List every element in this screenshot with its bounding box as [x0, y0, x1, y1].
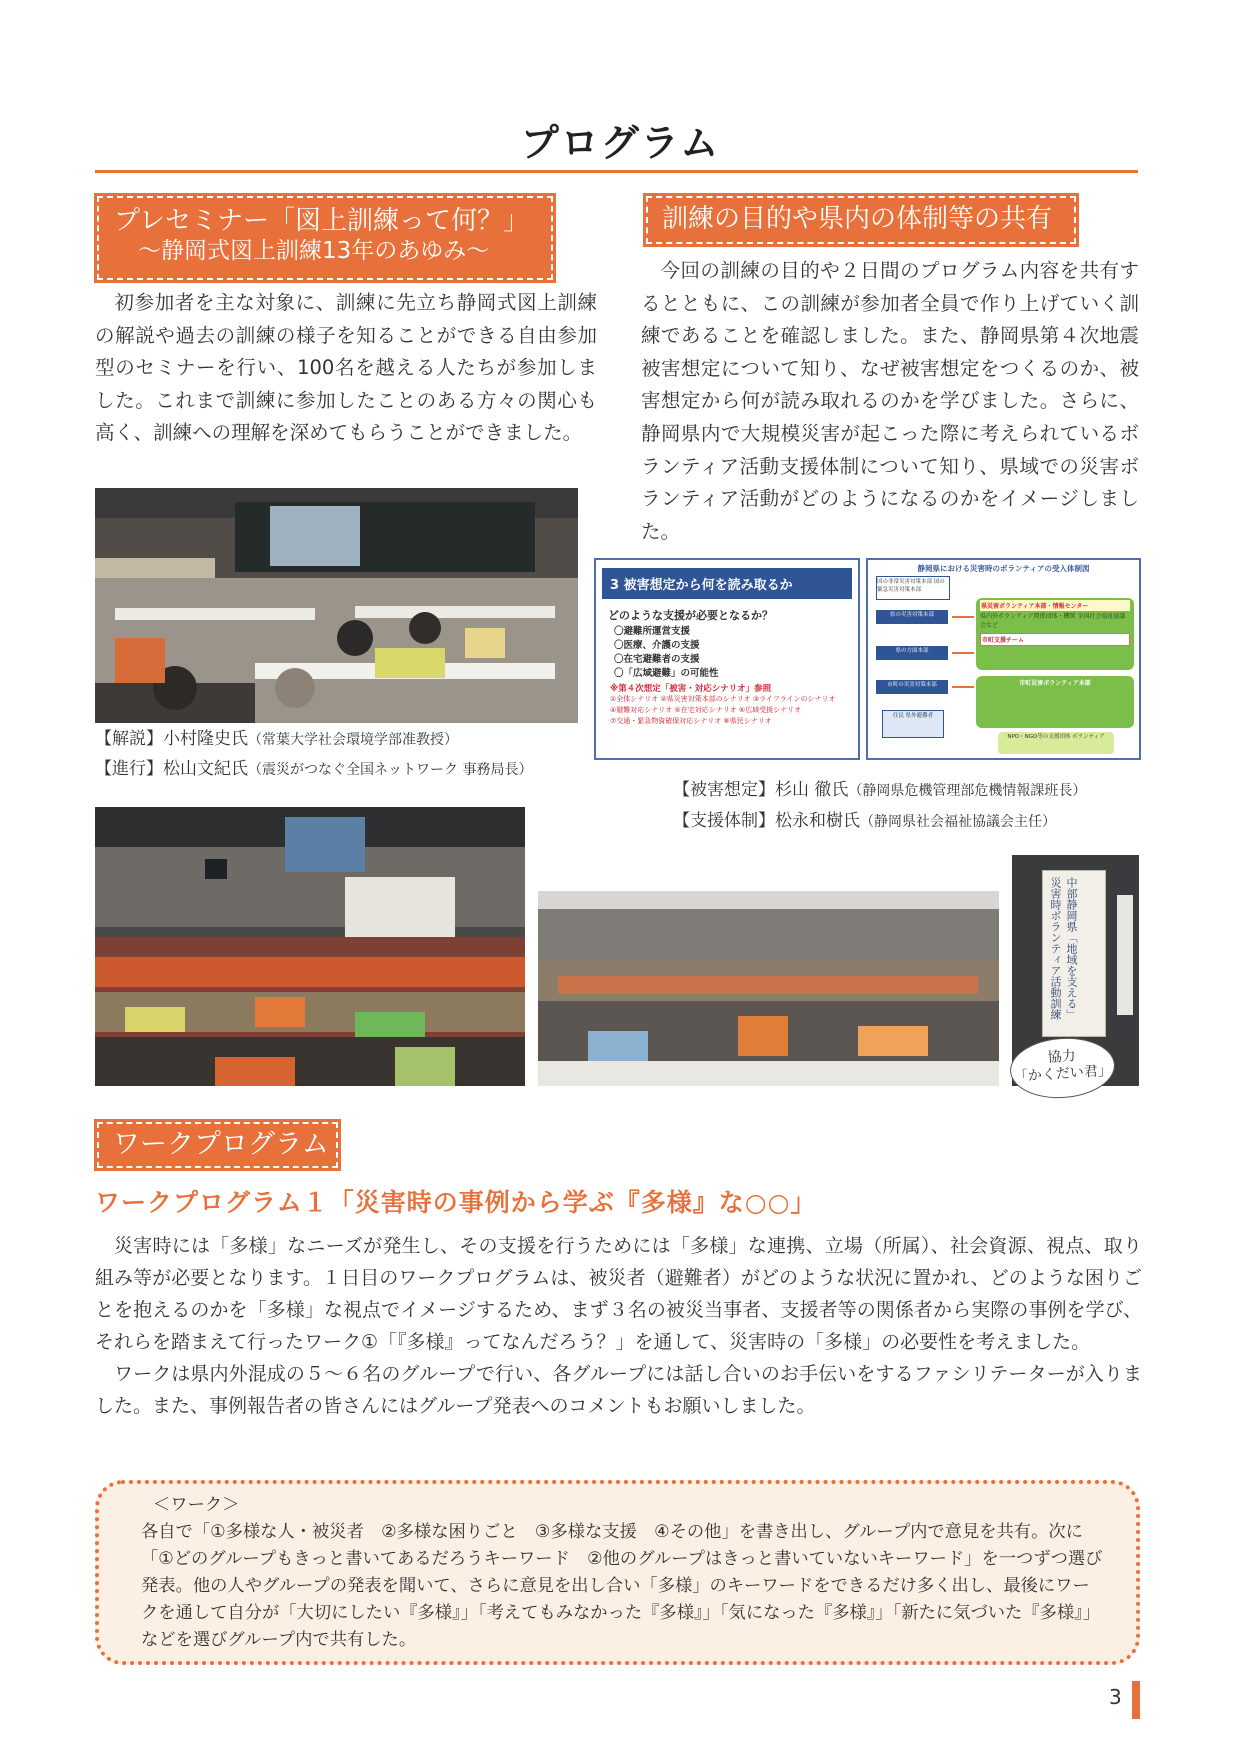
slide2-left-box: 国の非常災害対策本部 国の緊急災害対策本部 [876, 576, 950, 600]
slide1-item: 〇医療、介護の支援 [614, 640, 700, 651]
work-box-text: 各自で「①多様な人・被災者 ②多様な困りごと ③多様な支援 ④その他」を書き出し、グループ内で意見を共有。次に「①どのグループもきっと書いてあるだろうキーワード ②他のグループはきっと書いていないキーワード」を一つずつ選び発表。他の人やグループの発表を聞いて、さらに意見を出し合い「多様」のキーワードをできるだけ多く出し、最後にワークを通して自分が「大切にしたい『多様』」「考えてもみなかった『多様』」「気になった『多様』」「新たに気づいた『多様』」などを選びグループ内で共有した。 [141, 1522, 1103, 1650]
work-box-label: ＜ワーク＞ [153, 1495, 240, 1515]
preseminar-heading [97, 196, 553, 280]
preseminar-photo [95, 488, 578, 723]
preseminar-heading-line2: ～静岡式図上訓練13年のあゆみ～ [138, 238, 490, 264]
slide2-orange-label: 市町支援チーム [980, 633, 1130, 646]
banner-scroll [1042, 870, 1106, 1037]
work-body-para-2: ワークは県内外混成の５～６名のグループで行い、各グループには話し合いのお手伝いをするファシリテーターが入りました。また、事例報告者の皆さんにはグループ発表へのコメントもお願いしました。 [95, 1363, 1142, 1417]
preseminar-caption-2: 【進行】松山文紀氏（震災がつなぐ全国ネットワーク 事務局長） [95, 759, 533, 779]
audience-photo-2 [538, 891, 999, 1086]
damage-assumption-slide [594, 558, 860, 760]
work-box [95, 1480, 1140, 1665]
slide2-title: 静岡県における災害時のボランティアの受入体制図 [917, 564, 1090, 573]
slide1-item: 〇避難所運営支援 [614, 626, 691, 637]
lecture-hall-image [95, 488, 578, 723]
slide1-item: 〇在宅避難者の支援 [614, 654, 700, 665]
work-program1-title: ワークプログラム１「災害時の事例から学ぶ『多様』な○○」 [95, 1188, 817, 1217]
slide2-left-box: 県の方面本部 [876, 646, 948, 660]
preseminar-caption-1: 【解説】小村隆史氏（常葉大学社会環境学部准教授） [95, 729, 458, 749]
slide1-item: 〇「広域避難」の可能性 [614, 668, 719, 679]
slide1-red-lines: ①全体シナリオ ②県災害対策本部のシナリオ ③ライフラインのシナリオ ④避難対応シナリオ ⑤在宅対応シナリオ ⑥広域受援シナリオ ⑦交通・緊急物資確保対応シナリオ ⑧県民シナリオ [610, 695, 836, 725]
preseminar-body: 初参加者を主な対象に、訓練に先立ち静岡式図上訓練の解説や過去の訓練の様子を知ることができる自由参加型のセミナーを行い、100名を越える人たちが参加しました。これまで訓練に参加したことのある方々の関心も高く、訓練への理解を深めてもらうことができました。 [95, 291, 597, 445]
slide1-items [596, 625, 858, 681]
slide2-arrow [952, 616, 974, 618]
work-heading: ワークプログラム [97, 1122, 338, 1168]
slide2-arrow [952, 652, 974, 654]
purpose-caption-2: 【支援体制】松永和樹氏（静岡県社会福祉協議会主任） [673, 811, 1056, 831]
banner-pillar [1117, 895, 1133, 1015]
page-number: 3 [1109, 1685, 1122, 1709]
title-rule [95, 170, 1138, 173]
slide2-resident: 住民 県外避難者 [882, 710, 944, 738]
slide2-left-box: 市町の災害対策本部 [876, 680, 948, 694]
slide1-title: 3 被害想定から何を読み取るか [602, 568, 852, 599]
page-number-bar [1132, 1681, 1140, 1719]
cooperation-bubble: 協力 「かくだい君」 [1008, 1034, 1117, 1101]
purpose-body: 今回の訓練の目的や２日間のプログラム内容を共有するとともに、この訓練が参加者全員で作り上げていく訓練であることを確認しました。また、静岡県第４次地震被害想定について知り、なぜ被害想定をつくるのか、被害想定から何が読み取れるのかを学びました。さらに、静岡県内で大規模災害が起こった際に考えられているボランティア活動支援体制について知り、県域での災害ボランティア活動がどのようになるのかをイメージしました。 [641, 259, 1139, 543]
purpose-caption-1: 【被害想定】杉山 徹氏（静岡県危機管理部危機情報課班長） [673, 780, 1087, 800]
slide1-red-heading: ※第４次想定「被害・対応シナリオ」参照 [610, 684, 772, 694]
page-title: プログラム [520, 121, 721, 165]
work-body [95, 1230, 1142, 1422]
work-body-para-1: 災害時には「多様」なニーズが発生し、その支援を行うためには「多様」な連携、立場（所属）、社会資源、視点、取り組み等が必要となります。１日目のワークプログラムは、被災者（避難者）がどのような状況に置かれ、どのような困りごとを抱えるのかを「多様」な視点でイメージするため、まず３名の被災当事者、支援者等の関係者から実際の事例を学び、それらを踏まえて行ったワーク①「『多様』ってなんだろう？」を通して、災害時の「多様」の必要性を考えました。 [95, 1235, 1142, 1353]
support-system-slide [866, 558, 1141, 760]
audience-photo-1 [95, 807, 525, 1086]
slide2-green-box-1: 県災害ボランティア本部・情報センター 県内外ボランティア関係団体・機関 全国社会福祉協議会など 市町支援チーム [976, 598, 1134, 670]
slide2-left-box: 県の災害対策本部 [876, 610, 948, 624]
slide2-arrow [952, 686, 974, 688]
banner-text: 中部静岡県「地域を支える」災害時ボランティア活動訓練 [1049, 877, 1078, 1020]
preseminar-heading-line1: プレセミナー「図上訓練って何？」 [114, 206, 529, 236]
slide2-green-box-3: NPO・NGO等の支援団体 ボランティア [998, 732, 1114, 754]
slide2-green-box-2: 市町災害ボランティア本部 [976, 676, 1134, 728]
slide1-question: どのような支援が必要となるか？ [608, 609, 773, 622]
purpose-heading: 訓練の目的や県内の体制等の共有 [646, 196, 1076, 244]
